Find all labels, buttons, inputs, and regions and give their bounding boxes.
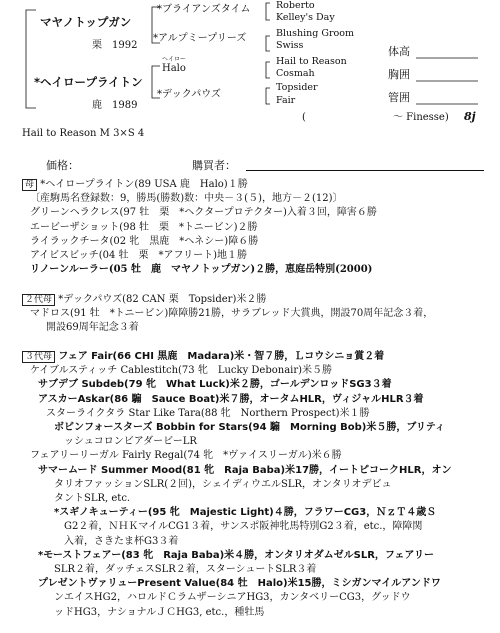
price-label: 価格： (46, 159, 79, 172)
dam-line-7: リノーンルーラー(05 牡 鹿 マヤノトップガン)２勝，恵庭岳特別(2000) (30, 264, 373, 276)
dam-section (22, 178, 492, 277)
g3-2: Kelley's Day (276, 12, 335, 23)
second-dam-section (22, 293, 492, 336)
dam-info: 鹿 1989 (92, 100, 138, 111)
dam-sire-kana: ヘイロー (162, 56, 187, 63)
g3-7: Topsider (276, 82, 318, 93)
dam-line-2: 〔産駒馬名登録数：9，勝馬(勝数)数：中央－３(５)，地方－２(12)〕 (30, 193, 343, 205)
dam-tag: 母 (22, 179, 37, 191)
finesse: ～ Finesse) (393, 112, 449, 123)
chest-label: 胸囲 (388, 68, 410, 81)
inbreeding: Hail to Reason M 3×S 4 (22, 128, 145, 139)
third-dam-line-5: スターライクタラ Star Like Tara(88 牝 Northern Prospect)米１勝 (46, 407, 370, 419)
third-dam-line-12: *スギノキューティー(95 牝 Majestic Light)４勝，フラワーCG3，ＮｚＴ４歳Ｓ (54, 507, 437, 519)
family-number: 8j (464, 110, 476, 123)
third-dam-line-16: SLR２着，ダッチェスSLR２着，スターシュートSLR３着 (54, 564, 317, 576)
dam-line-6: アイビスビッチ(04 牡 栗 *アフリート)地１勝 (30, 250, 248, 262)
third-dam-line-2: ケイブルスティッチ Cablestitch(73 牝 Lucky Debonair)米５勝 (30, 365, 333, 377)
third-dam-line-3: サブデブ Subdeb(79 牝 What Luck)米２勝，ゴールデンロッドSG3３着 (38, 379, 392, 391)
dam-line-1: *ヘイロープライトン(89 USA 鹿 Halo)１勝 (40, 179, 248, 190)
finesse-open: ( (302, 112, 306, 123)
sire-dam: *アルプミープリーズ (153, 33, 247, 44)
third-dam-line-4: アスカーAskar(86 騸 Sauce Boat)米７勝，オータムHLR，ヴィジャルHLR３着 (38, 393, 424, 405)
g3-6: Cosmah (276, 68, 315, 79)
cannon-label: 管囲 (388, 91, 410, 104)
dam-sire: Halo (162, 63, 186, 74)
second-dam-line-1: *デックパウズ(82 CAN 栗 Topsider)米２勝 (58, 294, 267, 305)
third-dam-line-15: *モーストフェアー(83 牝 Raja Baba)米４勝，オンタリオダムゼルSLR，フェアリー (38, 549, 435, 561)
third-dam-line-9: サマームード Summer Mood(81 牝 Raja Baba)米17勝，イートピコークHLR，オン (38, 464, 452, 476)
dam-name: *ヘイロープライトン (34, 75, 143, 89)
g3-3: Blushing Groom (276, 28, 354, 39)
third-dam-line-13: G2２着，ＮＨＫマイルCG1３着，サンスポ阪神牝馬特別G2３着，etc.，障障関 (64, 521, 423, 533)
third-dam-line-8: フェアリーリーガル Fairly Regal(74 牝 *ヴァイスリーガル)米６勝 (30, 450, 342, 462)
third-dam-line-10: タリオファッションSLR(２回)，シェイディウエルSLR，オンタリオデビュ (54, 478, 392, 490)
dam-line-5: ライラックチータ(02 牝 黒鹿 *ヘネシー)障６勝 (30, 235, 259, 247)
third-dam-line-18: ンエイスHG2，ハロルドＣラムザーシニアHG3，カンタベリーCG3，グッドウ (54, 592, 411, 604)
dam-dam: *デックパウズ (157, 89, 221, 100)
g3-5: Hail to Reason (276, 56, 347, 67)
third-dam-line-17: プレゼントヴァリューPresent Value(84 牡 Halo)米15勝，ミシガンマイルアンドワ (38, 578, 441, 590)
g3-1: Roberto (276, 0, 315, 11)
dam-line-3: グリーンヘラクレス(97 牡 栗 *ヘクタープロテクター)入着３回，障害６勝 (30, 207, 377, 219)
second-dam-line-2: マドロス(91 牡 *トニービン)障障勝21勝，サラブレッド大賞典，開設70周年記念３着， (30, 308, 434, 320)
third-dam-tag: ３代母 (22, 351, 55, 363)
third-dam-line-14: 入着，さきたま杯G3３着 (64, 535, 179, 547)
g3-4: Swiss (276, 40, 304, 51)
third-dam-line-7: ッシュコロンビアダービーLR (64, 436, 197, 448)
third-dam-line-19: ッドHG3，ナショナルＪＣHG3, etc.，種牡馬 (54, 606, 265, 618)
second-dam-line-3: 開設69周年記念３着 (46, 322, 139, 334)
dam-line-4: エービーザショット(98 牡 栗 *トニービン)２勝 (30, 221, 258, 233)
height-label: 体高 (388, 45, 410, 58)
sire-sire: *ブライアンズタイム (157, 4, 251, 15)
third-dam-section (22, 350, 492, 620)
sire-info: 栗 1992 (92, 40, 138, 51)
g3-8: Fair (276, 95, 296, 106)
sire-name: マヤノトップガン (40, 15, 132, 29)
third-dam-line-11: タントSLR, etc. (54, 493, 131, 505)
buyer-underline (246, 170, 484, 171)
third-dam-line-1: フェア Fair(66 CHI 黒鹿 Madara)米・智７勝，Ｌコウシニョ賞２着 (58, 351, 385, 362)
second-dam-tag: ２代母 (22, 294, 55, 306)
buyer-label: 購買者： (192, 159, 236, 172)
third-dam-line-6: ボビンフォースターズ Bobbin for Stars(94 騸 Morning Bob)米５勝，ブリティ (54, 422, 445, 434)
